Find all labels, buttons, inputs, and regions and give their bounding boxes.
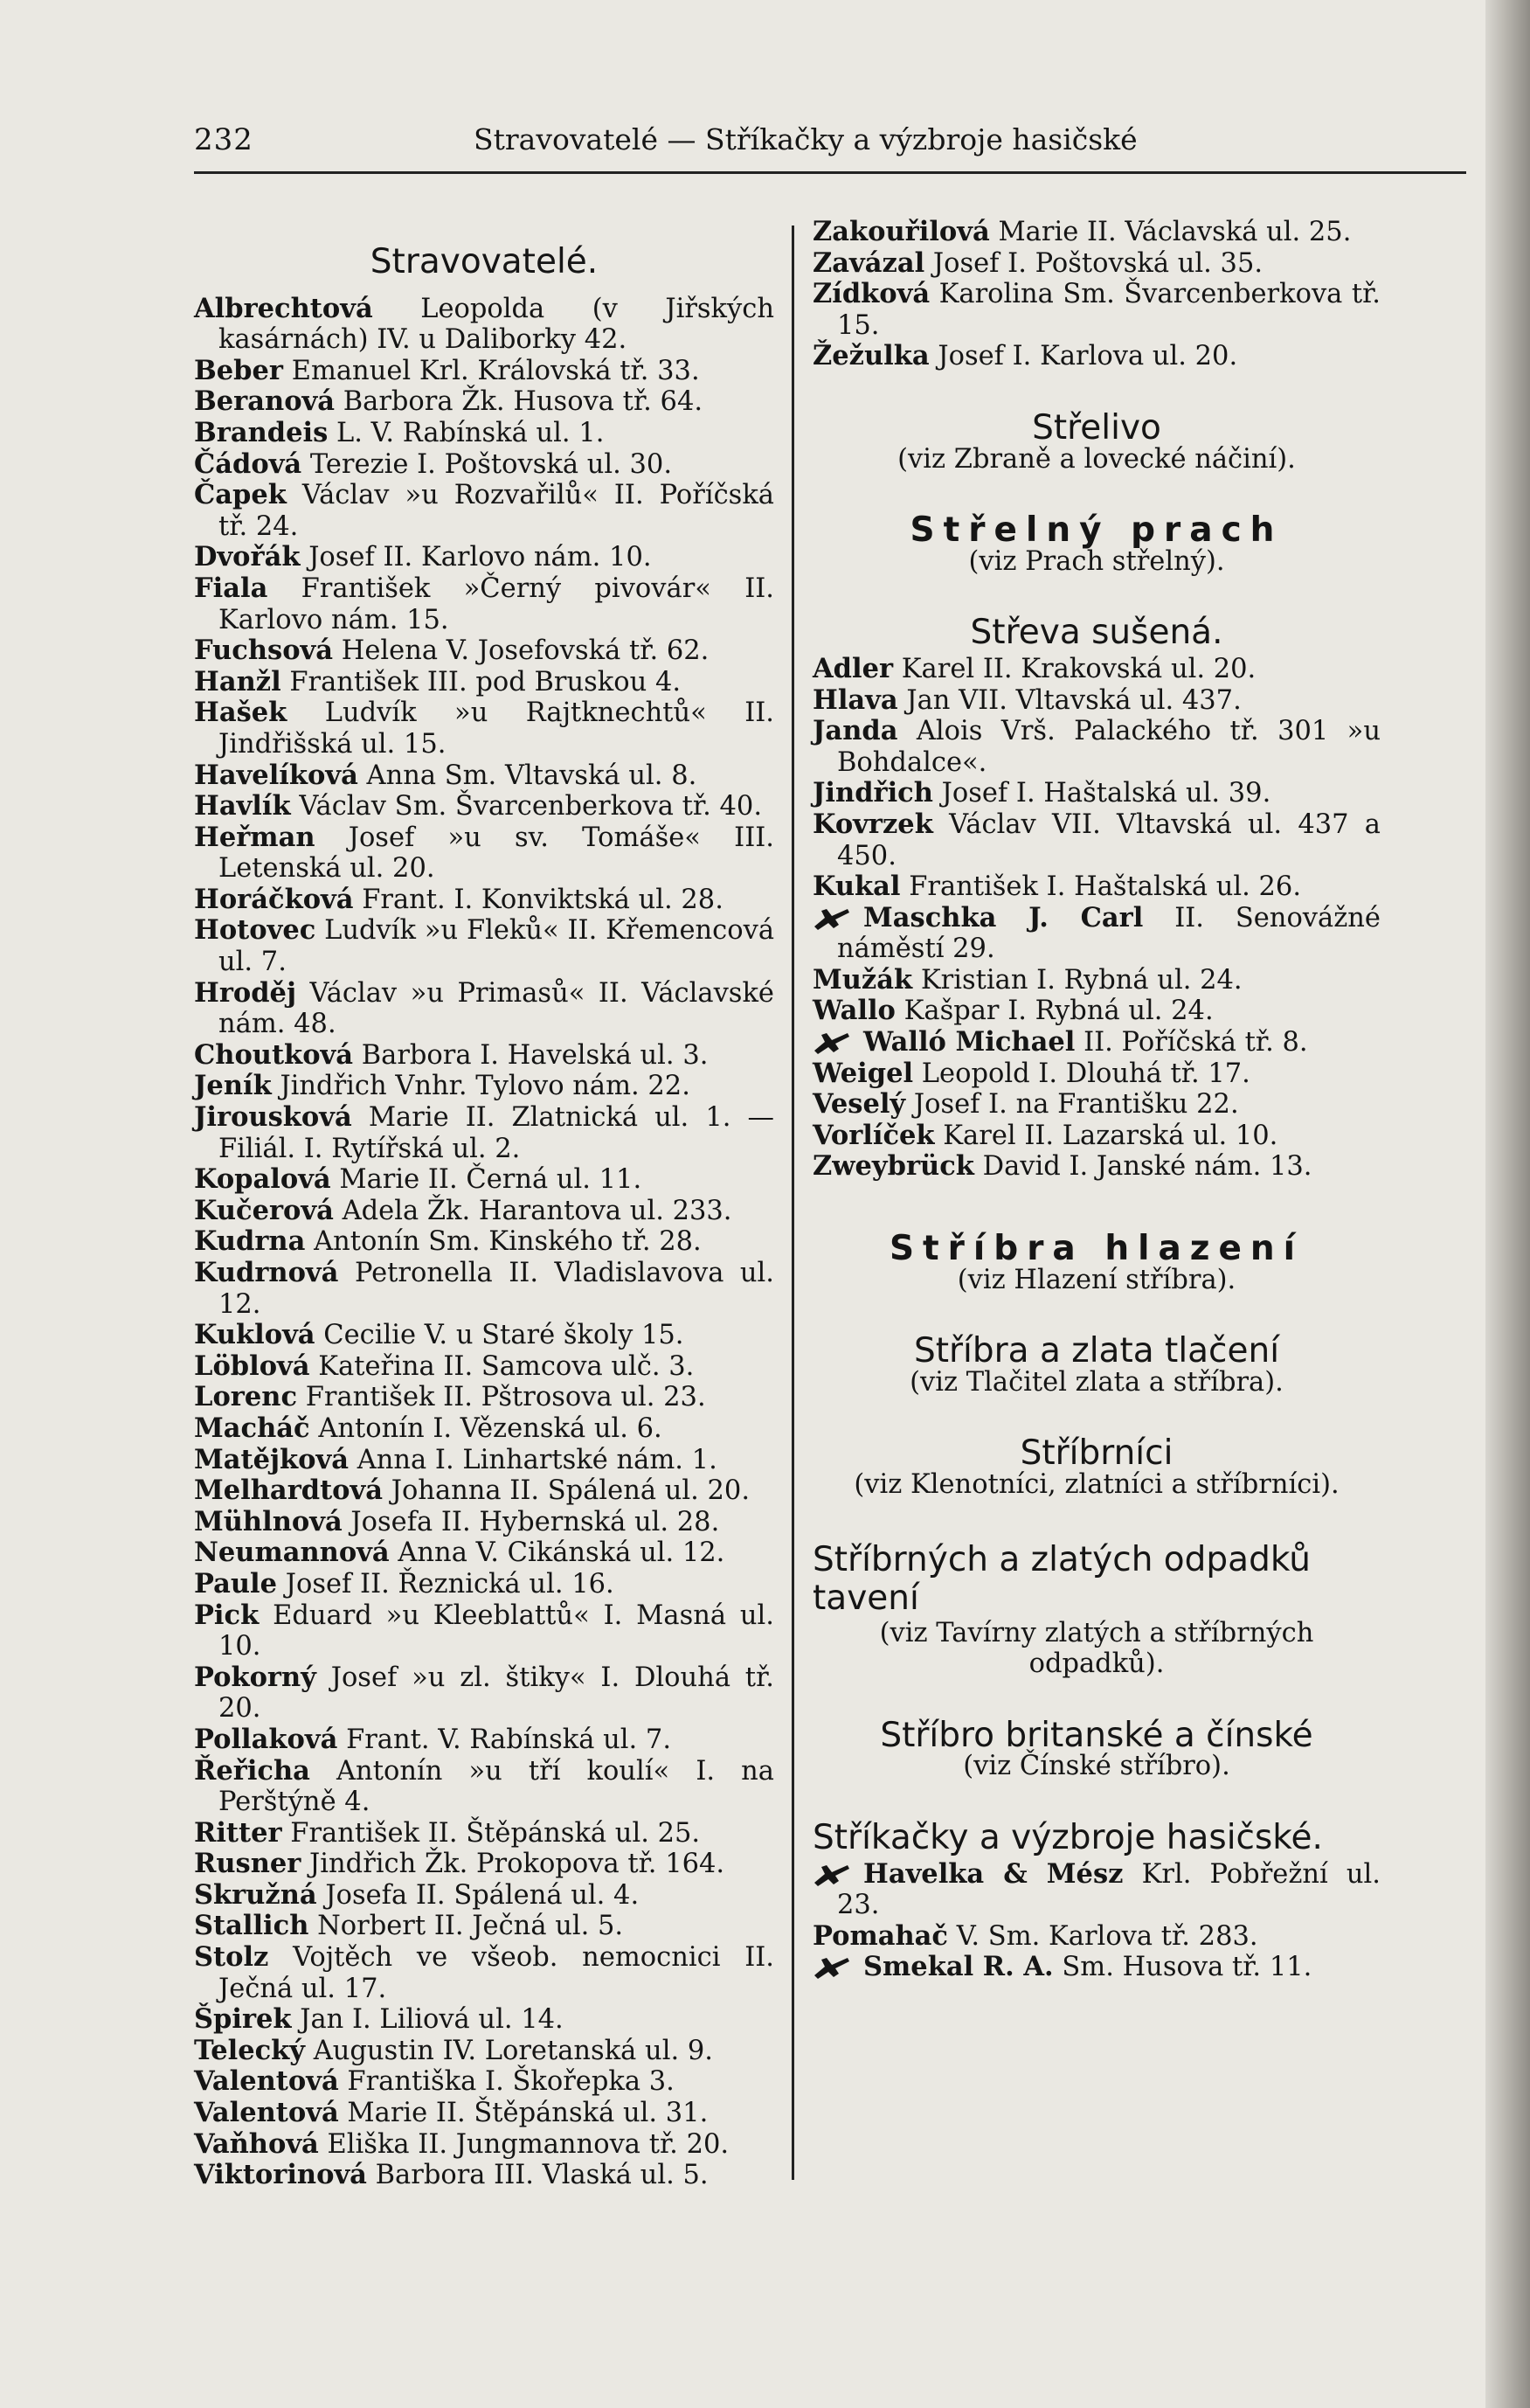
entry-details: Eduard »u Kleeblattů« I. Masná ul. 10. xyxy=(218,1600,774,1662)
see-also: (viz Tavírny zlatých a stříbrných odpadků). xyxy=(879,1617,1314,1680)
entry-list xyxy=(813,654,1381,1183)
list-item xyxy=(813,1121,1381,1152)
entry-details: Josefa II. Hybernská ul. 28. xyxy=(350,1506,720,1537)
entry-name: Fuchsová xyxy=(194,635,334,667)
list-item xyxy=(813,1089,1381,1121)
entry-details: Barbora I. Havelská ul. 3. xyxy=(361,1039,709,1071)
entry-details: Josef I. Poštovská ul. 35. xyxy=(932,247,1263,279)
entry-name: Adler xyxy=(813,652,894,684)
entry-details: Anna I. Linhartské nám. 1. xyxy=(357,1444,717,1475)
entry-details: Václav »u Rozvařilů« II. Poříčská tř. 24. xyxy=(218,480,774,542)
entry-name: Kudrnová xyxy=(194,1257,339,1288)
entry-details: František I. Haštalská ul. 26. xyxy=(909,871,1302,903)
entry-details: Augustin IV. Loretanská ul. 9. xyxy=(313,2035,713,2066)
list-item xyxy=(194,2004,774,2036)
list-item xyxy=(194,1756,774,1818)
list-item xyxy=(194,2098,774,2129)
list-item xyxy=(813,903,1381,965)
page-header xyxy=(194,122,1138,166)
list-item xyxy=(194,760,774,792)
entry-name: Viktorinová xyxy=(194,2159,367,2191)
list-item xyxy=(194,1040,774,1072)
list-item xyxy=(813,685,1381,717)
entry-details: Leopold I. Dlouhá tř. 17. xyxy=(921,1058,1250,1089)
list-item xyxy=(194,2129,774,2161)
list-item xyxy=(194,1880,774,1912)
entry-details: Norbert II. Ječná ul. 5. xyxy=(317,1911,624,1942)
entry-name: Pokorný xyxy=(194,1661,316,1693)
entry-name: Jindřich xyxy=(813,777,933,809)
list-item xyxy=(194,1911,774,1942)
entry-name: Kovrzek xyxy=(813,808,933,840)
list-item xyxy=(194,418,774,449)
entry-name: Matějková xyxy=(194,1443,350,1475)
entry-details: Barbora Žk. Husova tř. 64. xyxy=(343,386,703,418)
entry-details: Emanuel Krl. Královská tř. 33. xyxy=(291,355,700,386)
entry-details: II. Senovážné náměstí 29. xyxy=(837,902,1381,965)
list-item xyxy=(813,996,1381,1027)
entry-name: Havelíková xyxy=(194,759,358,791)
entry-details: Barbora III. Vlaská ul. 5. xyxy=(375,2160,709,2191)
entry-name: Žežulka xyxy=(813,340,930,372)
see-also: (viz Klenotníci, zlatníci a stříbrníci). xyxy=(854,1469,1340,1500)
entry-name: Maschka J. Carl xyxy=(863,901,1144,933)
entry-name: Paule xyxy=(194,1567,278,1600)
list-item xyxy=(194,1537,774,1569)
entry-name: Albrechtová xyxy=(194,292,373,324)
entry-details: Anna Sm. Vltavská ul. 8. xyxy=(366,760,697,791)
list-item xyxy=(194,480,774,542)
entry-name: Fiala xyxy=(194,572,268,604)
entry-details: V. Sm. Karlova tř. 283. xyxy=(956,1920,1258,1952)
section-heading-stribra-tlaceni: Stříbra a zlata tlačení xyxy=(913,1331,1280,1371)
entry-details: II. Poříčská tř. 8. xyxy=(1083,1027,1308,1058)
list-item xyxy=(194,2036,774,2067)
entry-details: Josefa II. Spálená ul. 4. xyxy=(325,1879,640,1911)
list-item xyxy=(194,1507,774,1538)
entry-list xyxy=(194,294,774,2191)
entry-details: Karolina Sm. Švarcenberkova tř. 15. xyxy=(837,279,1381,341)
entry-details: Jan VII. Vltavská ul. 437. xyxy=(906,684,1242,716)
entry-name: Pick xyxy=(194,1599,260,1631)
list-item xyxy=(194,1382,774,1413)
entry-name: Valentová xyxy=(194,2097,339,2129)
list-item xyxy=(813,1859,1381,1921)
entry-details: Ludvík »u Fleků« II. Křemencová ul. 7. xyxy=(218,915,775,978)
section-heading-strelivo: Střelivo xyxy=(1032,407,1161,448)
section-heading-stribrnici: Stříbrníci xyxy=(1020,1433,1173,1474)
list-item xyxy=(194,635,774,667)
entry-details: Josef »u zl. štiky« I. Dlouhá tř. 20. xyxy=(218,1662,774,1724)
list-item xyxy=(813,1151,1381,1183)
header-rule xyxy=(194,171,1466,174)
entry-name: Kukal xyxy=(813,871,901,903)
entry-name: Zídková xyxy=(813,278,931,310)
entry-name: Lorenc xyxy=(194,1381,298,1413)
list-item xyxy=(194,1475,774,1507)
section-heading-strikacky: Stříkačky a výzbroje hasičské. xyxy=(813,1817,1323,1857)
section-heading-odpadky: Stříbrných a zlatých odpadků tavení xyxy=(813,1539,1311,1618)
list-item xyxy=(813,1921,1381,1953)
list-item xyxy=(194,885,774,916)
list-item xyxy=(194,1320,774,1351)
list-item xyxy=(813,1027,1381,1058)
entry-details: Jindřich Žk. Prokopova tř. 164. xyxy=(309,1849,725,1880)
pointing-hand-icon xyxy=(813,1954,851,1979)
entry-name: Hroděj xyxy=(194,976,296,1009)
entry-details: Ludvík »u Rajtknechtů« II. Jindřišská ul. 15. xyxy=(218,697,774,760)
entry-details: František »Černý pivovár« II. Karlovo nám. 15. xyxy=(218,573,774,635)
list-item xyxy=(194,2160,774,2191)
entry-details: Antonín Sm. Kinského tř. 28. xyxy=(314,1226,702,1258)
entry-details: Antonín I. Vězenská ul. 6. xyxy=(318,1412,662,1444)
entry-details: Jindřich Vnhr. Tylovo nám. 22. xyxy=(280,1071,690,1102)
entry-name: Hašek xyxy=(194,697,287,729)
section-heading-strelny-prach: Střelný prach xyxy=(910,510,1284,551)
entry-details: Marie II. Václavská ul. 25. xyxy=(998,217,1352,247)
list-item xyxy=(194,2066,774,2098)
entry-name: Čapek xyxy=(194,479,287,511)
list-item xyxy=(194,1164,774,1196)
list-item xyxy=(194,449,774,481)
entry-name: Heřman xyxy=(194,821,315,853)
list-item xyxy=(194,1569,774,1600)
entry-details: Václav VII. Vltavská ul. 437 a 450. xyxy=(837,808,1381,871)
list-item xyxy=(813,778,1381,809)
list-item xyxy=(194,1445,774,1476)
entry-details: Marie II. Černá ul. 11. xyxy=(339,1164,642,1196)
see-also: (viz Zbraně a lovecké náčiní). xyxy=(897,443,1296,475)
entry-details: David I. Janské nám. 13. xyxy=(982,1151,1312,1183)
entry-details: Marie II. Štěpánská ul. 31. xyxy=(347,2098,709,2129)
entry-details: Josef I. na Františku 22. xyxy=(913,1089,1239,1121)
entry-name: Mužák xyxy=(813,963,913,996)
list-item xyxy=(813,1058,1381,1090)
entry-details: Josef I. Haštalská ul. 39. xyxy=(941,778,1271,809)
list-item xyxy=(194,1102,774,1164)
entry-details: František II. Pštrosova ul. 23. xyxy=(305,1382,706,1413)
entry-details: Marie II. Zlatnická ul. 1. — Filiál. I. Rytířská ul. 2. xyxy=(218,1102,774,1164)
entry-details: Terezie I. Poštovská ul. 30. xyxy=(309,448,673,480)
entry-details: Eliška II. Jungmannova tř. 20. xyxy=(327,2128,730,2160)
entry-name: Smekal R. A. xyxy=(863,1951,1054,1983)
entry-details: František II. Štěpánská ul. 25. xyxy=(290,1817,701,1849)
entry-details: Josef I. Karlova ul. 20. xyxy=(938,341,1238,372)
entry-details: Kristian I. Rybná ul. 24. xyxy=(920,964,1243,996)
page-edge-shadow xyxy=(1485,0,1530,2408)
entry-name: Brandeis xyxy=(194,416,329,448)
entry-details: Helena V. Josefovská tř. 62. xyxy=(341,635,710,667)
pointing-hand-icon xyxy=(813,1030,851,1054)
entry-name: Kopalová xyxy=(194,1163,331,1196)
list-item xyxy=(813,716,1381,778)
entry-name: Hlava xyxy=(813,684,898,716)
left-column xyxy=(194,217,774,2191)
list-item xyxy=(813,654,1381,685)
entry-name: Kuklová xyxy=(194,1319,315,1351)
entry-name: Řeřicha xyxy=(194,1754,310,1787)
list-item xyxy=(194,791,774,822)
list-item xyxy=(194,386,774,418)
entry-name: Ritter xyxy=(194,1816,282,1849)
list-item xyxy=(194,667,774,698)
see-also: (viz Prach střelný). xyxy=(968,545,1225,577)
section-heading-britanske: Stříbro britanské a čínské xyxy=(880,1715,1313,1755)
entry-name: Pomahač xyxy=(813,1919,949,1952)
entry-details: Johanna II. Spálená ul. 20. xyxy=(391,1475,751,1507)
entry-name: Macháč xyxy=(194,1412,310,1444)
entry-details: František III. pod Bruskou 4. xyxy=(289,666,682,697)
list-item xyxy=(194,1071,774,1102)
entry-name: Jeník xyxy=(194,1070,272,1102)
entry-name: Hanžl xyxy=(194,665,281,697)
entry-details: Jan I. Liliová ul. 14. xyxy=(300,2004,564,2036)
entry-name: Telecký xyxy=(194,2034,306,2066)
entry-details: Josef II. Řeznická ul. 16. xyxy=(285,1568,614,1600)
list-item xyxy=(194,1849,774,1880)
entry-name: Pollaková xyxy=(194,1723,338,1755)
entry-name: Beber xyxy=(194,354,283,386)
entry-name: Zakouřilová xyxy=(813,216,990,247)
section-heading-streva: Střeva sušená. xyxy=(970,613,1223,653)
entry-name: Zweybrück xyxy=(813,1150,974,1183)
entry-details: Frant. V. Rabínská ul. 7. xyxy=(346,1724,672,1755)
entry-name: Jirousková xyxy=(194,1101,352,1134)
list-item xyxy=(194,1662,774,1724)
list-item xyxy=(813,871,1381,903)
entry-details: Kateřina II. Samcova ulč. 3. xyxy=(318,1350,695,1382)
list-item xyxy=(194,1226,774,1258)
list-item xyxy=(813,217,1381,248)
entry-name: Stolz xyxy=(194,1941,269,1974)
entry-name: Walló Michael xyxy=(863,1026,1076,1058)
pointing-hand-icon xyxy=(813,1862,851,1886)
list-item xyxy=(194,573,774,635)
entry-details: Anna V. Cikánská ul. 12. xyxy=(398,1537,725,1569)
entry-details: Vojtěch ve všeob. nemocnici II. Ječná ul. 17. xyxy=(218,1942,774,2004)
entry-name: Havelka & Mész xyxy=(863,1857,1124,1890)
entry-details: Krl. Pobřežní ul. 23. xyxy=(837,1858,1381,1921)
list-item xyxy=(194,356,774,387)
list-item xyxy=(194,915,774,977)
entry-details: Cecilie V. u Staré školy 15. xyxy=(323,1320,684,1351)
running-title: Stravovatelé — Stříkačky a výzbroje hasičské xyxy=(474,122,1138,156)
entry-name: Hotovec xyxy=(194,914,316,947)
see-also: (viz Hlazení stříbra). xyxy=(957,1264,1236,1295)
entry-name: Havlík xyxy=(194,790,291,822)
entry-name: Valentová xyxy=(194,2065,339,2098)
list-item xyxy=(194,822,774,885)
list-item xyxy=(194,542,774,573)
entry-name: Špirek xyxy=(194,2003,292,2036)
list-item xyxy=(194,978,774,1040)
entry-details: Václav »u Primasů« II. Václavské nám. 48. xyxy=(218,977,774,1040)
list-item xyxy=(813,1952,1381,1983)
entry-details: Karel II. Krakovská ul. 20. xyxy=(901,653,1257,684)
entry-name: Melhardtová xyxy=(194,1475,384,1507)
entry-name: Skružná xyxy=(194,1878,317,1911)
entry-details: Josef »u sv. Tomáše« III. Letenská ul. 20. xyxy=(218,822,774,885)
entry-details: Václav Sm. Švarcenberkova tř. 40. xyxy=(299,791,763,822)
entry-name: Kudrna xyxy=(194,1225,306,1258)
entry-details: Frant. I. Konviktská ul. 28. xyxy=(362,884,723,915)
entry-details: Josef II. Karlovo nám. 10. xyxy=(308,542,652,573)
column-divider xyxy=(792,226,794,2180)
see-also: (viz Tlačitel zlata a stříbra). xyxy=(910,1366,1284,1398)
entry-name: Horáčková xyxy=(194,883,354,915)
entry-name: Veselý xyxy=(813,1088,906,1121)
entry-name: Vorlíček xyxy=(813,1119,935,1151)
entry-details: Kašpar I. Rybná ul. 24. xyxy=(903,996,1214,1027)
entry-details: Petronella II. Vladislavova ul. 12. xyxy=(218,1258,774,1320)
entry-name: Kučerová xyxy=(194,1194,334,1226)
entry-name: Löblová xyxy=(194,1350,310,1382)
entry-name: Neumannová xyxy=(194,1537,390,1569)
entry-details: Antonín »u tří koulí« I. na Perštýně 4. xyxy=(218,1755,774,1818)
entry-details: Františka I. Škořepka 3. xyxy=(347,2066,675,2098)
list-item xyxy=(194,1196,774,1227)
entry-name: Zavázal xyxy=(813,246,925,279)
list-item xyxy=(194,294,774,356)
see-also: (viz Čínské stříbro). xyxy=(963,1751,1230,1782)
entry-name: Dvořák xyxy=(194,541,301,573)
list-item xyxy=(194,1724,774,1756)
entry-name: Choutková xyxy=(194,1038,354,1071)
entry-name: Čádová xyxy=(194,448,302,480)
entry-details: Karel II. Lazarská ul. 10. xyxy=(943,1120,1278,1151)
entry-name: Rusner xyxy=(194,1848,301,1880)
list-item xyxy=(194,1600,774,1662)
entry-details: Sm. Husova tř. 11. xyxy=(1062,1952,1312,1983)
list-item xyxy=(194,697,774,760)
entry-name: Beranová xyxy=(194,385,336,418)
entry-details: Leopolda (v Jiřských kasárnách) IV. u Daliborky 42. xyxy=(218,293,774,356)
list-item xyxy=(813,341,1381,372)
entry-name: Janda xyxy=(813,715,898,747)
list-item xyxy=(194,1942,774,2004)
entry-name: Stallich xyxy=(194,1910,309,1942)
section-heading-stravovatele: Stravovatelé. xyxy=(370,242,599,281)
entry-name: Weigel xyxy=(813,1057,914,1089)
entry-name: Mühlnová xyxy=(194,1505,343,1537)
list-item xyxy=(813,965,1381,996)
list-item xyxy=(194,1258,774,1320)
entry-list xyxy=(813,217,1381,372)
entry-details: Adela Žk. Harantova ul. 233. xyxy=(342,1195,732,1226)
entry-details: Alois Vrš. Palackého tř. 301 »u Bohdalce«. xyxy=(837,716,1381,778)
list-item xyxy=(813,248,1381,280)
section-heading-stribra-hlazeni: Stříbra hlazení xyxy=(889,1229,1305,1269)
entry-name: Vaňhová xyxy=(194,2127,319,2160)
pointing-hand-icon xyxy=(813,906,851,930)
list-item xyxy=(813,809,1381,871)
entry-details: L. V. Rabínská ul. 1. xyxy=(336,417,605,448)
entry-list xyxy=(813,1859,1381,1983)
list-item xyxy=(194,1818,774,1849)
entry-name: Wallo xyxy=(813,995,896,1027)
list-item xyxy=(813,279,1381,341)
right-column xyxy=(813,217,1381,1983)
page-number: 232 xyxy=(194,122,253,157)
list-item xyxy=(194,1413,774,1445)
list-item xyxy=(194,1351,774,1383)
